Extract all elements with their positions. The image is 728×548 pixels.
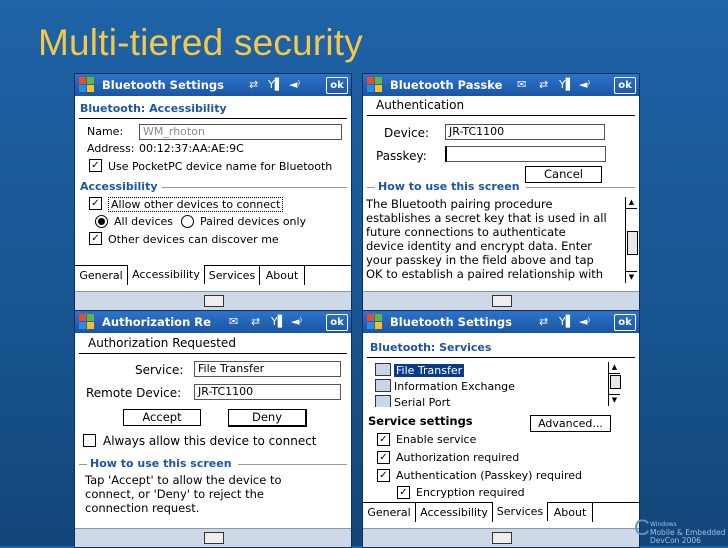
menu-bar (363, 528, 639, 547)
logo-line: Mobile & Embedded (650, 528, 726, 537)
keyboard-icon[interactable] (204, 295, 224, 307)
passkey-label: Passkey: (376, 149, 427, 163)
tab-services[interactable]: Services (493, 502, 548, 521)
deny-button[interactable]: Deny (228, 409, 307, 427)
tab-general[interactable]: General (363, 503, 416, 522)
menu-bar (75, 528, 351, 547)
section-title: Bluetooth: Accessibility (80, 102, 227, 115)
discoverable-label: Other devices can discover me (108, 233, 279, 246)
service-icon (375, 379, 391, 392)
authorization-label: Authorization required (396, 451, 520, 464)
service-settings-heading: Service settings (368, 414, 473, 428)
help-line: connection request. (85, 501, 200, 515)
divider (238, 464, 347, 465)
volume-icon[interactable]: ◄⁾ (579, 315, 591, 328)
authentication-checkbox[interactable]: ✓ (377, 469, 390, 482)
paired-only-label: Paired devices only (200, 215, 307, 228)
signal-icon[interactable]: Y▌ (559, 78, 575, 91)
tab-general[interactable]: General (75, 266, 128, 285)
accept-button[interactable]: Accept (123, 409, 201, 426)
help-line: device identity and encrypt data. Enter (366, 239, 593, 253)
use-device-name-checkbox[interactable]: ✓ (89, 159, 102, 172)
name-label: Name: (87, 125, 124, 138)
ok-button[interactable]: ok (614, 314, 636, 331)
divider (367, 187, 375, 188)
help-line: future connections to authenticate (366, 225, 566, 239)
name-field[interactable]: WM_rhoton (139, 124, 342, 140)
title-bar (363, 74, 639, 96)
envelope-icon[interactable]: ✉ (517, 78, 527, 91)
signal-icon[interactable]: Y▌ (268, 78, 284, 91)
authorization-screen (74, 310, 352, 548)
divider (162, 187, 347, 188)
all-devices-radio[interactable] (95, 215, 108, 228)
tab-bar (363, 502, 639, 523)
paired-only-radio[interactable] (181, 215, 194, 228)
envelope-icon[interactable]: ✉ (229, 315, 239, 328)
use-device-name-label: Use PocketPC device name for Bluetooth (108, 160, 333, 173)
connectivity-icon[interactable]: ⇄ (249, 78, 259, 91)
keyboard-icon[interactable] (492, 532, 512, 544)
help-line: establishes a secret key that is used in all (366, 211, 607, 225)
address-label: Address: (87, 142, 135, 155)
window-title: Authorization Re (102, 315, 211, 329)
enable-service-label: Enable service (396, 433, 477, 446)
accessibility-heading: Accessibility (80, 180, 158, 193)
encryption-label: Encryption required (416, 486, 525, 499)
logo-text (650, 521, 726, 545)
slide-title: Multi-tiered security (38, 22, 363, 63)
title-bar (75, 74, 351, 96)
help-text (85, 473, 345, 515)
connectivity-icon[interactable]: ⇄ (539, 78, 549, 91)
tab-about[interactable]: About (548, 503, 593, 522)
tab-about[interactable]: About (260, 266, 305, 285)
window-title: Bluetooth Passke (390, 78, 503, 92)
help-line: Tap 'Accept' to allow the device to (85, 473, 282, 487)
divider (526, 187, 635, 188)
device-field: JR-TC1100 (445, 124, 605, 140)
menu-bar (75, 291, 351, 310)
signal-icon[interactable]: Y▌ (559, 315, 575, 328)
title-bar (75, 311, 351, 333)
ok-button[interactable]: ok (326, 77, 348, 94)
title-bar (363, 311, 639, 333)
tab-services[interactable]: Services (205, 266, 260, 285)
volume-icon[interactable]: ◄⁾ (579, 78, 591, 91)
services-list[interactable] (375, 361, 622, 407)
scroll-thumb[interactable] (610, 375, 621, 389)
allow-connect-checkbox[interactable]: ✓ (89, 197, 102, 210)
scroll-up-icon[interactable]: ▲ (609, 362, 620, 374)
keyboard-icon[interactable] (492, 295, 512, 307)
service-icon (375, 363, 391, 376)
authentication-label: Authentication (Passkey) required (396, 469, 583, 482)
start-menu-icon[interactable] (79, 77, 95, 93)
tab-accessibility[interactable]: Accessibility (416, 503, 493, 522)
all-devices-label: All devices (114, 215, 173, 228)
connectivity-icon[interactable]: ⇄ (539, 315, 549, 328)
scroll-down-icon[interactable]: ▼ (626, 271, 637, 283)
passkey-screen (362, 73, 640, 311)
logo-line: DevCon 2006 (650, 536, 701, 545)
page-heading: Authentication (376, 98, 465, 112)
passkey-field[interactable] (445, 146, 606, 162)
divider (79, 353, 347, 354)
device-label: Device: (384, 126, 430, 140)
service-icon (375, 395, 391, 407)
scroll-down-icon[interactable]: ▼ (609, 394, 620, 406)
list-item[interactable] (375, 395, 450, 407)
scroll-thumb[interactable] (627, 231, 638, 255)
keyboard-icon[interactable] (204, 532, 224, 544)
section-title: Bluetooth: Services (370, 341, 492, 354)
tab-accessibility[interactable]: Accessibility (128, 265, 205, 284)
menu-bar (363, 291, 639, 310)
allow-connect-label: Allow other devices to connect (108, 197, 283, 212)
bluetooth-services-screen (362, 310, 640, 548)
help-line: OK to establish a paired relationship with (366, 267, 604, 281)
encryption-checkbox[interactable]: ✓ (397, 486, 410, 499)
divider (367, 115, 635, 116)
devcon-logo (634, 515, 728, 545)
list-item[interactable] (375, 379, 515, 393)
logo-line: Windows (650, 521, 677, 528)
service-name: Information Exchange (394, 380, 515, 393)
enable-service-checkbox[interactable]: ✓ (377, 433, 390, 446)
service-name: File Transfer (396, 364, 463, 377)
bluetooth-accessibility-screen (74, 73, 352, 311)
always-allow-checkbox[interactable] (83, 434, 96, 447)
start-menu-icon[interactable] (367, 77, 383, 93)
help-line: your passkey in the field above and tap (366, 253, 594, 267)
scrollbar[interactable] (625, 197, 637, 283)
help-line: connect, or 'Deny' to reject the (85, 487, 264, 501)
remote-device-label: Remote Device: (86, 386, 182, 400)
how-to-heading: How to use this screen (378, 180, 520, 193)
help-text (366, 197, 624, 281)
devcon-logo-icon: C (634, 515, 650, 540)
always-allow-label: Always allow this device to connect (103, 434, 317, 448)
ok-button[interactable]: ok (614, 77, 636, 94)
ok-button[interactable]: ok (326, 314, 348, 331)
list-item[interactable] (375, 363, 464, 377)
volume-icon[interactable]: ◄⁾ (289, 78, 301, 91)
service-name: Serial Port (394, 396, 451, 407)
volume-icon[interactable]: ◄⁾ (291, 315, 303, 328)
divider (79, 464, 87, 465)
discoverable-checkbox[interactable]: ✓ (89, 232, 102, 245)
cancel-button[interactable]: Cancel (525, 166, 602, 183)
advanced-button[interactable]: Advanced... (530, 415, 611, 432)
remote-device-field: JR-TC1100 (194, 384, 341, 400)
authorization-checkbox[interactable]: ✓ (377, 451, 390, 464)
window-title: Bluetooth Settings (102, 78, 224, 92)
service-label: Service: (135, 363, 184, 377)
help-line: The Bluetooth pairing procedure (366, 197, 553, 211)
start-menu-icon[interactable] (367, 314, 383, 330)
tab-bar (75, 265, 351, 286)
signal-icon[interactable]: Y▌ (271, 315, 287, 328)
divider (367, 357, 635, 358)
scroll-up-icon[interactable]: ▲ (626, 197, 637, 209)
page-heading: Authorization Requested (88, 336, 236, 350)
window-title: Bluetooth Settings (390, 315, 512, 329)
how-to-heading: How to use this screen (90, 457, 232, 470)
scrollbar[interactable] (608, 362, 620, 406)
service-field: File Transfer (194, 361, 341, 377)
divider (79, 118, 347, 119)
start-menu-icon[interactable] (79, 314, 95, 330)
connectivity-icon[interactable]: ⇄ (251, 315, 261, 328)
address-value: 00:12:37:AA:AE:9C (139, 142, 244, 155)
